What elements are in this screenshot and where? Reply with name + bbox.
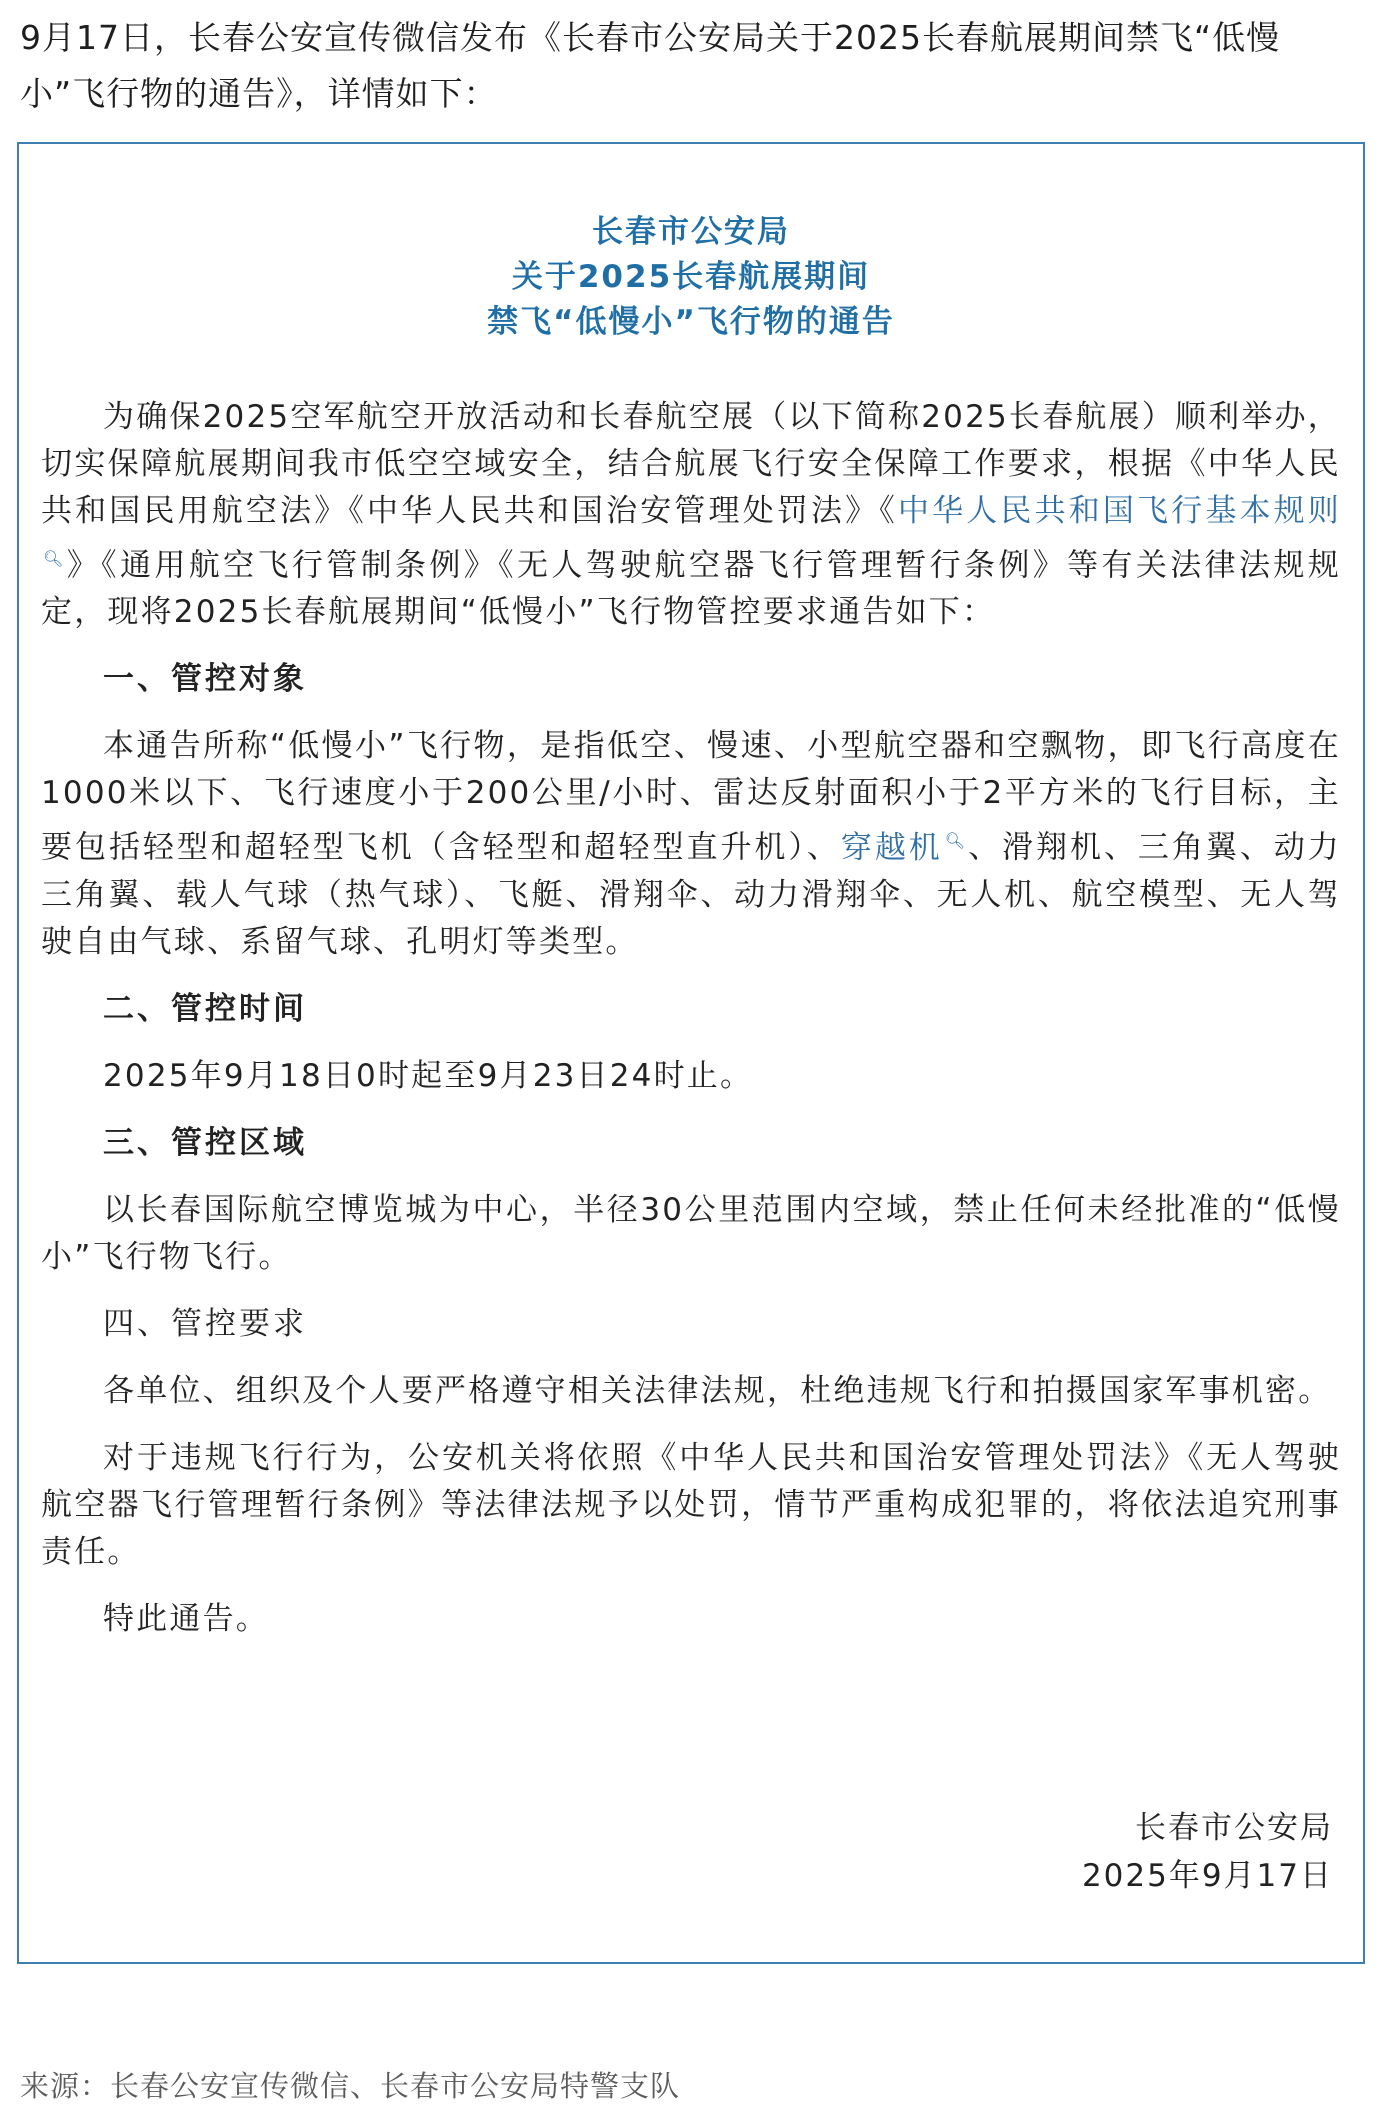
- search-icon[interactable]: 🔍︎: [43, 549, 67, 568]
- signature-date: 2025年9月17日: [1081, 1858, 1333, 1894]
- fpv-drone-link-text[interactable]: 穿越机: [840, 829, 943, 866]
- paragraph-area: 以长春国际航空博览城为中心，半径30公里范围内空域，禁止任何未经批准的“低慢小”飞行物飞行。: [41, 1191, 1341, 1275]
- paragraph-time: 2025年9月18日0时起至9月23日24时止。: [103, 1057, 754, 1094]
- objects-text-a: 本通告所称“低慢小”飞行物，是指低空、慢速、小型航空器和空飘物，即飞行高度在1000米以下、飞行速度小于200公里/小时、雷达反射面积小于2平方米的飞行目标，主要包括轻型和超轻型飞机（含轻型和超轻型直升机）、: [41, 728, 1341, 866]
- section-heading-requirements: 四、管控要求: [103, 1305, 307, 1342]
- section-heading-area: 三、管控区域: [103, 1124, 307, 1161]
- flight-rules-link-text[interactable]: 中华人民共和国飞行基本规则: [897, 493, 1341, 529]
- fpv-drone-link[interactable]: [841, 830, 968, 866]
- paragraph-objects: [41, 723, 1341, 965]
- search-icon[interactable]: 🔍︎: [944, 831, 969, 851]
- notice-title-line-2: 关于2025长春航展期间: [511, 259, 871, 295]
- paragraph-penalties: 对于违规飞行行为，公安机关将依照《中华人民共和国治安管理处罚法》《无人驾驶航空器飞行管理暂行条例》等法律法规予以处罚，情节严重构成犯罪的，将依法追究刑事责任。: [41, 1439, 1341, 1570]
- paragraph-preamble: [41, 394, 1341, 636]
- notice-title-line-1: 长春市公安局: [592, 214, 790, 250]
- source-credit: 来源：长春公安宣传微信、长春市公安局特警支队: [20, 2069, 681, 2103]
- section-heading-objects: 一、管控对象: [103, 661, 307, 698]
- notice-body: [41, 394, 1341, 1663]
- notice-title: [19, 210, 1363, 345]
- objects-text-b: 、滑翔机、三角翼、动力三角翼、载人气球（热气球）、飞艇、滑翔伞、动力滑翔伞、无人机、航空模型、无人驾驶自由气球、系留气球、孔明灯等类型。: [41, 829, 1341, 960]
- paragraph-closing: 特此通告。: [103, 1600, 269, 1637]
- section-heading-time: 二、管控时间: [103, 990, 307, 1027]
- signature-org: 长春市公安局: [1135, 1810, 1333, 1846]
- preamble-text-a: 为确保2025空军航空开放活动和长春航空展（以下简称2025长春航展）顺利举办，切实保障航展期间我市低空空域安全，结合航展飞行安全保障工作要求，根据《中华人民共和国民用航空法》《中华人民共和国治安管理处罚法》《: [41, 399, 1341, 529]
- intro-text: 9月17日，长春公安宣传微信发布《长春市公安局关于2025长春航展期间禁飞“低慢小”飞行物的通告》，详情如下：: [20, 18, 1281, 113]
- paragraph-requirements: 各单位、组织及个人要严格遵守相关法律法规，杜绝违规飞行和拍摄国家军事机密。: [103, 1372, 1332, 1409]
- signature: [1082, 1804, 1333, 1900]
- preamble-text-b: 》《通用航空飞行管制条例》《无人驾驶航空器飞行管理暂行条例》等有关法律法规规定，现将2025长春航展期间“低慢小”飞行物管控要求通告如下：: [41, 547, 1341, 631]
- notice-title-line-3: 禁飞“低慢小”飞行物的通告: [487, 304, 895, 340]
- notice-box: [17, 142, 1365, 1964]
